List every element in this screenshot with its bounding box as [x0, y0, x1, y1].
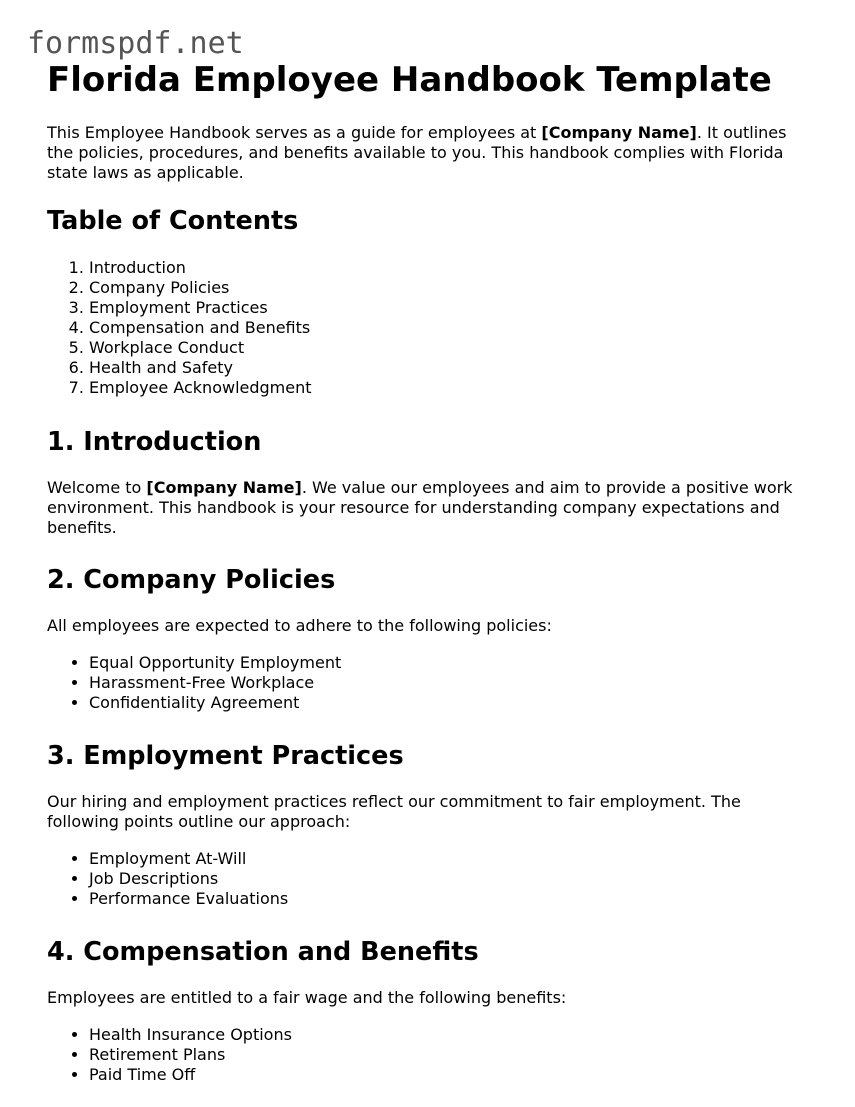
toc-item: 5. Workplace Conduct: [89, 338, 817, 358]
intro-paragraph: [47, 123, 817, 183]
introduction-text-after: . We value our employees and aim to provide a positive work environment. This handbook is your resource for understanding company expectations and benefits.: [47, 478, 793, 537]
toc-heading: Table of Contents: [47, 206, 299, 236]
employment-practices-list: [47, 849, 817, 909]
list-item: • Harassment-Free Workplace: [89, 673, 817, 693]
toc-item: 3. Employment Practices: [89, 298, 817, 318]
list-item: • Retirement Plans: [89, 1045, 817, 1065]
company-policies-paragraph: All employees are expected to adhere to the following policies:: [47, 616, 552, 635]
list-item: • Confidentiality Agreement: [89, 693, 817, 713]
section-heading-employment-practices: 3. Employment Practices: [47, 741, 404, 771]
list-item: • Employment At-Will: [89, 849, 817, 869]
introduction-text-before: Welcome to: [47, 478, 147, 497]
compensation-benefits-list: [47, 1025, 817, 1085]
watermark: formspdf.net: [27, 26, 244, 61]
company-name-placeholder: [Company Name]: [541, 123, 697, 142]
section-heading-company-policies: 2. Company Policies: [47, 565, 336, 595]
list-item: • Performance Evaluations: [89, 889, 817, 909]
list-item: • Health Insurance Options: [89, 1025, 817, 1045]
toc-item: 7. Employee Acknowledgment: [89, 378, 817, 398]
compensation-benefits-paragraph: Employees are entitled to a fair wage and the following benefits:: [47, 988, 567, 1007]
introduction-paragraph: [47, 478, 817, 538]
toc-item: 1. Introduction: [89, 258, 817, 278]
toc-item: 4. Compensation and Benefits: [89, 318, 817, 338]
company-policies-list: [47, 653, 817, 713]
toc-list: [47, 258, 817, 398]
list-item: • Paid Time Off: [89, 1065, 817, 1085]
toc-item: 2. Company Policies: [89, 278, 817, 298]
list-item: • Job Descriptions: [89, 869, 817, 889]
intro-text-after: . It outlines the policies, procedures, and benefits available to you. This handbook complies with Florida state laws as applicable.: [47, 123, 787, 182]
company-name-placeholder: [Company Name]: [146, 478, 302, 497]
section-heading-compensation-benefits: 4. Compensation and Benefits: [47, 937, 479, 967]
section-heading-introduction: 1. Introduction: [47, 427, 262, 457]
toc-item: 6. Health and Safety: [89, 358, 817, 378]
document-title: Florida Employee Handbook Template: [47, 60, 772, 100]
document-page: [47, 58, 817, 1085]
list-item: • Equal Opportunity Employment: [89, 653, 817, 673]
intro-text-before: This Employee Handbook serves as a guide for employees at: [47, 123, 542, 142]
employment-practices-paragraph: Our hiring and employment practices reflect our commitment to fair employment. The following points outline our approach:: [47, 792, 741, 831]
